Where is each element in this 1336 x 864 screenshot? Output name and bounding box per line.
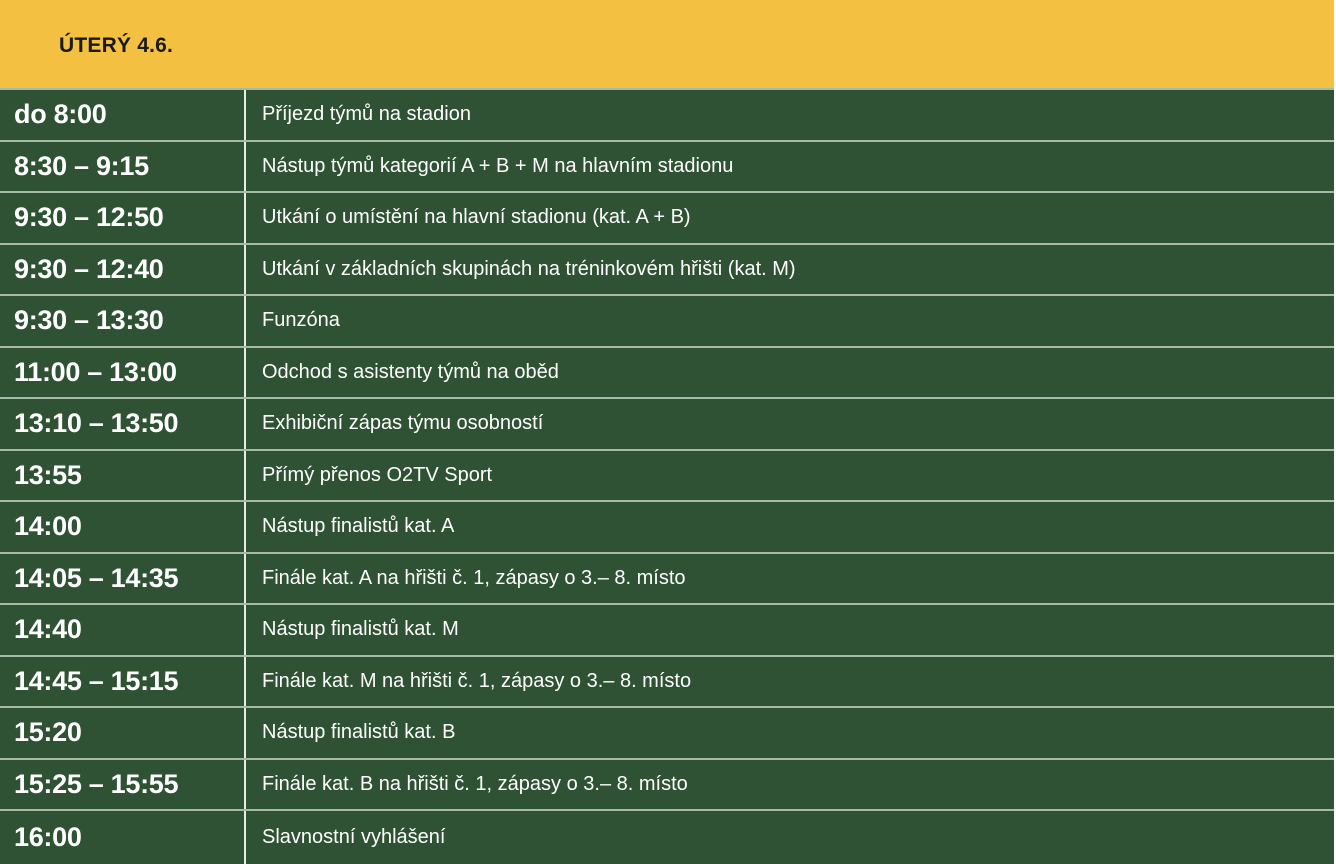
schedule-row [0, 243, 1334, 295]
schedule-table [0, 88, 1334, 864]
schedule-row [0, 397, 1334, 449]
schedule-row [0, 191, 1334, 243]
activity-cell: Funzóna [262, 309, 340, 332]
schedule-row [0, 500, 1334, 552]
time-cell: 14:45 – 15:15 [0, 657, 246, 707]
time-cell: 13:55 [0, 451, 246, 501]
time-cell: 9:30 – 12:50 [0, 193, 246, 243]
activity-cell: Nástup týmů kategorií A + B + M na hlavním stadionu [262, 154, 734, 177]
activity-cell: Nástup finalistů kat. B [262, 721, 456, 744]
time-cell: 14:00 [0, 502, 246, 552]
activity-cell: Finále kat. A na hřišti č. 1, zápasy o 3.– 8. místo [262, 566, 686, 589]
time-cell: 11:00 – 13:00 [0, 348, 246, 398]
schedule-row [0, 449, 1334, 501]
time-cell: 14:40 [0, 605, 246, 655]
time-cell: do 8:00 [0, 90, 246, 140]
day-header [0, 0, 1334, 88]
schedule-row [0, 88, 1334, 140]
activity-cell: Exhibiční zápas týmu osobností [262, 412, 544, 435]
time-cell: 15:20 [0, 708, 246, 758]
schedule-row [0, 655, 1334, 707]
activity-cell: Utkání v základních skupinách na tréninkovém hřišti (kat. M) [262, 257, 796, 280]
activity-cell: Utkání o umístění na hlavní stadionu (kat. A + B) [262, 206, 691, 229]
schedule-row [0, 140, 1334, 192]
schedule-row [0, 294, 1334, 346]
time-cell: 9:30 – 12:40 [0, 245, 246, 295]
time-cell: 14:05 – 14:35 [0, 554, 246, 604]
activity-cell: Příjezd týmů na stadion [262, 103, 471, 126]
activity-cell: Odchod s asistenty týmů na oběd [262, 360, 559, 383]
time-cell: 13:10 – 13:50 [0, 399, 246, 449]
schedule-row [0, 346, 1334, 398]
day-title: ÚTERÝ 4.6. [59, 34, 174, 57]
schedule-row [0, 552, 1334, 604]
activity-cell: Slavnostní vyhlášení [262, 826, 446, 848]
time-cell: 8:30 – 9:15 [0, 142, 246, 192]
time-cell: 9:30 – 13:30 [0, 296, 246, 346]
activity-cell: Nástup finalistů kat. M [262, 618, 459, 641]
schedule-row [0, 758, 1334, 810]
activity-cell: Přímý přenos O2TV Sport [262, 463, 493, 486]
time-cell: 15:25 – 15:55 [0, 760, 246, 810]
schedule-row [0, 603, 1334, 655]
schedule-row [0, 706, 1334, 758]
activity-cell: Finále kat. M na hřišti č. 1, zápasy o 3.– 8. místo [262, 669, 692, 692]
activity-cell: Nástup finalistů kat. A [262, 515, 455, 538]
activity-cell: Finále kat. B na hřišti č. 1, zápasy o 3.– 8. místo [262, 772, 688, 795]
schedule-row [0, 809, 1334, 864]
time-cell: 16:00 [0, 811, 246, 864]
